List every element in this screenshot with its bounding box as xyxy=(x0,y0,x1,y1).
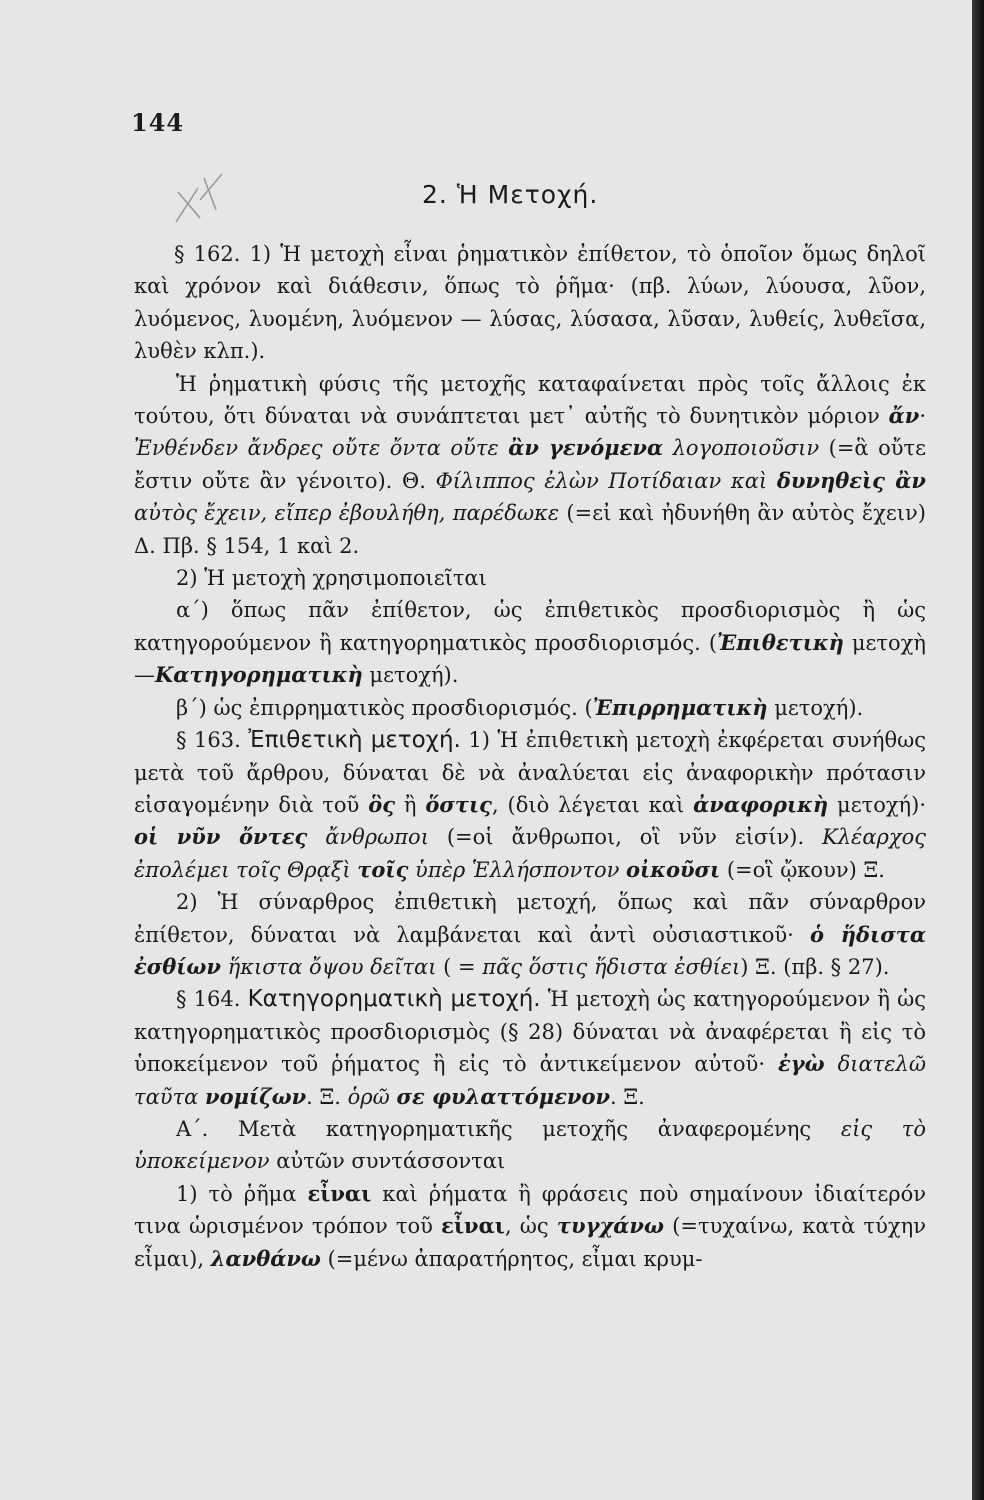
text-run: (=μένω ἀπαρατήρητος, εἶμαι κρυμ- xyxy=(320,1246,703,1271)
text-run: εἶναι xyxy=(307,1180,372,1206)
text-run: ὑπὲρ Ἑλλήσποντον xyxy=(408,857,627,882)
text-run: ἥκιστα ὄψου δεῖται xyxy=(220,954,437,979)
text-run: ἢ xyxy=(395,792,426,817)
text-run: Α΄. Μετὰ κατηγορηματικῆς μετοχῆς ἀναφερομένης xyxy=(176,1116,841,1141)
text-run: Κλέαρχος ἐπολέμει τοῖς Θρᾳξὶ xyxy=(134,825,926,882)
text-run: . Ξ. xyxy=(306,1084,348,1109)
text-run: οἱ νῦν ὄντες xyxy=(134,824,308,850)
text-run: Ἡ ῥηματικὴ φύσις τῆς μετοχῆς καταφαίνεται πρὸς τοῖς ἄλλοις ἐκ τούτου, ὅτι δύναται νὰ συνάπτεται μετ᾽ αὐτῆς τὸ δυνητικὸν μόριον xyxy=(134,371,926,429)
text-run: Ἐπιθετικὴ μετοχή. xyxy=(248,727,461,754)
text-run: σε φυλαττόμενον xyxy=(396,1083,611,1109)
text-run: καὶ ῥήματα ἢ φράσεις ποὺ σημαίνουν ἰδιαίτερόν τινα ὡρισμένον τρόπον τοῦ xyxy=(134,1181,926,1239)
text-run: ὃς xyxy=(368,791,396,817)
paragraph-p162c xyxy=(134,562,926,594)
text-run: 2) Ἡ σύναρθρος ἐπιθετικὴ μετοχή, ὅπως καὶ πᾶν σύναρθρον ἐπίθετον, δύναται νὰ λαμβάνεται καὶ ἀντὶ οὐσιαστικοῦ· xyxy=(134,890,926,947)
paragraph-p164 xyxy=(134,983,926,1113)
text-run: 1) Ἡ ἐπιθετικὴ μετοχὴ ἐκφέρεται συνήθως μετὰ τοῦ ἄρθρου, δύναται δὲ νὰ ἀναλύεται εἰς ἀναφορικὴν πρότασιν εἰσαγομένην διὰ τοῦ xyxy=(134,728,927,817)
text-run: ἄνθρωποι xyxy=(307,825,429,850)
text-run: ὁρῶ xyxy=(347,1084,390,1109)
text-run: λογοποιοῦσιν xyxy=(663,436,820,461)
text-run: μετοχή)· xyxy=(828,792,927,817)
page-edge xyxy=(972,0,984,1500)
paragraph-p162d xyxy=(134,594,926,691)
paragraph-p164c xyxy=(134,1178,926,1275)
text-run: § 163. xyxy=(176,728,249,753)
text-run: λανθάνω xyxy=(210,1245,321,1271)
text-run: , (διὸ λέγεται καὶ xyxy=(491,792,694,817)
text-run: Φίλιππος ἐλὼν Ποτίδαιαν καὶ xyxy=(435,468,777,493)
text-run: ( = xyxy=(436,954,483,979)
paragraph-p162e xyxy=(134,692,926,724)
text-run: νομίζων xyxy=(205,1083,307,1109)
text-run: πᾶς ὅστις ἥδιστα ἐσθίει xyxy=(482,954,741,979)
text-run: Ἐνθένδεν ἄνδρες οὔτε ὄντα οὔτε xyxy=(134,436,509,461)
section-title: 2. Ἡ Μετοχή. xyxy=(422,180,599,209)
paragraph-p163 xyxy=(134,724,926,886)
text-run: (=εἰ καὶ ἠδυνήθη ἂν αὐτὸς ἔχειν) Δ. Πβ. § 154, 1 καὶ 2. xyxy=(134,501,926,558)
text-run: ἀναφορικὴ xyxy=(693,791,829,817)
text-run: (=τυχαίνω, κατὰ τύχην εἶμαι), xyxy=(134,1214,926,1271)
text-run: μετοχὴ— xyxy=(134,630,926,688)
text-run: ἄν xyxy=(888,403,920,429)
text-run: Κατηγορηματικὴ μετοχή. xyxy=(247,986,541,1013)
page-number: 144 xyxy=(131,108,185,137)
text-run: Κατηγορηματικὴ xyxy=(155,662,363,688)
text-run: . Ξ. xyxy=(610,1084,645,1109)
text-run: α΄) ὅπως πᾶν ἐπίθετον, ὡς ἐπιθετικὸς προσδιορισμὸς ἢ ὡς κατηγορούμενον ἢ κατηγορηματικὸς προσδιορισμός. ( xyxy=(134,598,926,655)
text-run: 1) τὸ ῥῆμα xyxy=(176,1181,308,1206)
text-run: ὅστις xyxy=(425,791,492,817)
pencil-mark-icon xyxy=(170,170,234,232)
text-run: Ἡ μετοχὴ ὡς κατηγορούμενον ἢ ὡς κατηγορηματικὸς προσδιορισμὸς (§ 28) δύναται νὰ ἀναφέρεται ἢ εἰς τὸ ὑποκείμενον τοῦ ῥήματος ἢ εἰς τὸ ἀντικείμενον αὐτοῦ· xyxy=(134,987,927,1077)
text-run: β΄) ὡς ἐπιρρηματικὸς προσδιορισμός. ( xyxy=(176,695,593,720)
paragraph-p164b xyxy=(134,1113,926,1178)
paragraph-p163b xyxy=(134,886,926,983)
text-run: , ὡς xyxy=(504,1214,557,1239)
text-run: δυνηθεὶς ἂν xyxy=(776,467,927,493)
text-run: τυγχάνω xyxy=(556,1213,664,1239)
text-run: · xyxy=(919,404,926,429)
text-run: Ἐπιθετικὴ xyxy=(717,629,844,655)
text-run: ὁ ἥδιστα ἐσθίων xyxy=(134,921,926,979)
text-run: διατελῶ ταῦτα xyxy=(134,1052,926,1109)
text-run: τοῖς xyxy=(357,856,409,882)
text-run: οἰκοῦσι xyxy=(626,856,721,882)
paragraph-p162 xyxy=(134,238,926,368)
text-run: § 164. xyxy=(176,987,248,1012)
text-run: (=ἃ οὔτε ἔστιν οὔτε ἂν γένοιτο). Θ. xyxy=(134,436,926,493)
body-text xyxy=(134,238,926,1275)
text-run: (=οἳ ᾤκουν) Ξ. xyxy=(720,857,885,882)
text-run: εἰς τὸ ὑποκείμενον xyxy=(134,1116,926,1174)
text-run: μετοχή). xyxy=(767,695,864,720)
text-run: μετοχή). xyxy=(362,663,459,688)
text-run: ἐγὼ xyxy=(778,1051,825,1077)
text-run: 2) Ἡ μετοχὴ χρησιμοποιεῖται xyxy=(176,566,487,591)
text-run: (=οἱ ἄνθρωποι, οἳ νῦν εἰσίν). xyxy=(428,825,823,850)
text-run: εἶναι xyxy=(441,1213,505,1239)
text-run: αὐτῶν συντάσσονται xyxy=(269,1149,506,1174)
paragraph-p162b xyxy=(134,368,926,562)
text-run: αὐτὸς ἔχειν, εἴπερ ἐβουλήθη, παρέδωκε xyxy=(134,501,560,526)
text-run: ) Ξ. (πβ. § 27). xyxy=(740,954,890,979)
text-run: Ἐπιρρηματικὴ xyxy=(592,694,768,720)
text-run: ἂν γενόμενα xyxy=(508,435,664,461)
text-run: § 162. 1) Ἡ μετοχὴ εἶναι ῥηματικὸν ἐπίθετον, τὸ ὁποῖον ὅμως δηλοῖ καὶ χρόνον καὶ διάθεσιν, ὅπως τὸ ῥῆμα· (πβ. λύων, λύουσα, λῦον, λυόμενος, λυομένη, λυόμενον — λύσας, λύσασα, λῦσαν, λυθείς, λυθεῖσα, λυθὲν κλπ.). xyxy=(134,242,926,364)
